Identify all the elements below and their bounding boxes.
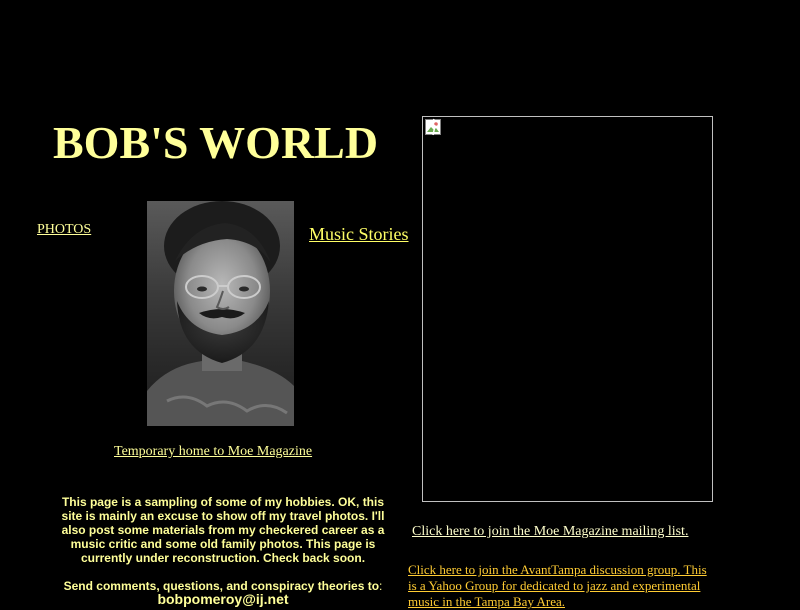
portrait-illustration: [147, 201, 294, 426]
intro-paragraph: This page is a sampling of some of my hobbies. OK, this site is mainly an excuse to show off my travel photos. I'll also post some materials from my checkered career as a music critic and some old family photos. This page is currently under reconstruction. Check back soon.: [61, 495, 385, 565]
comments-label: Send comments, questions, and conspiracy theories to: [63, 579, 380, 593]
portrait-photo: [147, 201, 294, 426]
broken-image: [422, 116, 713, 502]
mailing-list-link[interactable]: Click here to join the Moe Magazine mailing list.: [412, 524, 689, 539]
email-link[interactable]: bobpomeroy@ij.net: [157, 591, 289, 607]
moe-magazine-link[interactable]: Temporary home to Moe Magazine: [114, 444, 313, 459]
avanttampa-link[interactable]: Click here to join the AvantTampa discussion group. This is a Yahoo Group for dedicated to jazz and experimental music in the Tampa Bay Area.: [408, 562, 707, 609]
photos-link[interactable]: PHOTOS: [37, 222, 92, 237]
music-stories-link[interactable]: Music Stories: [309, 224, 409, 244]
broken-image-icon: [425, 119, 441, 135]
comments-colon: :: [379, 579, 383, 593]
page-title: BOB'S WORLD: [53, 117, 379, 168]
